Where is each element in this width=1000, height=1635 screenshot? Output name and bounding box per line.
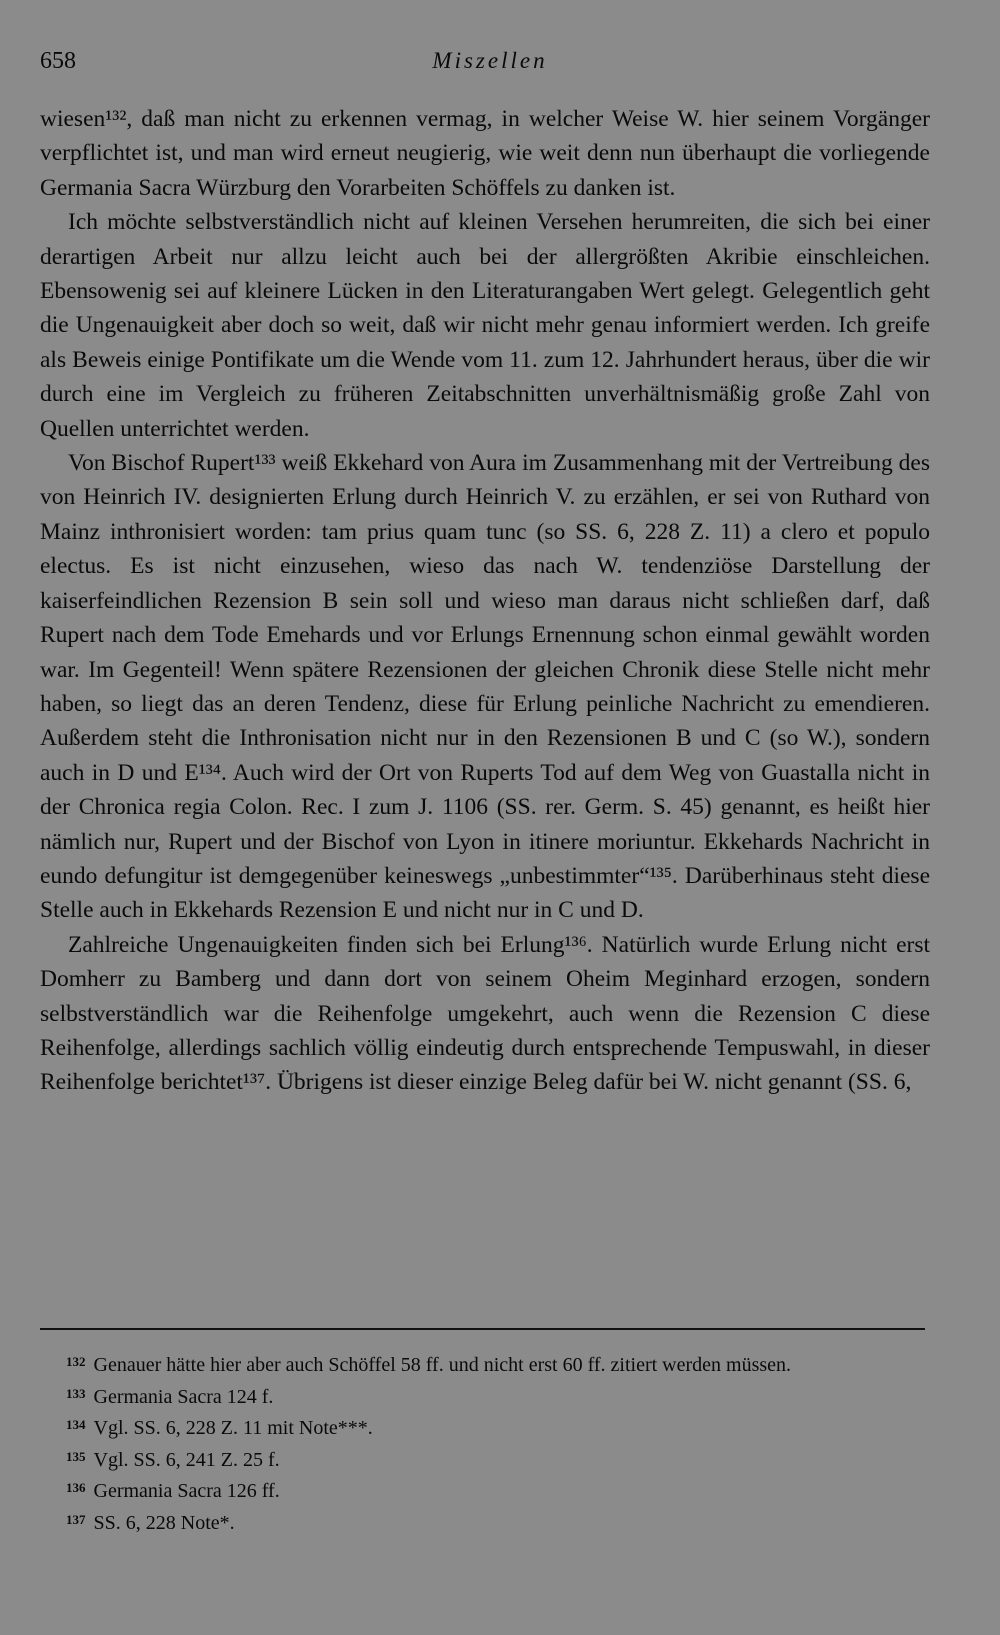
footnote-number: 135 [66, 1448, 86, 1464]
footnote-number: 132 [66, 1354, 86, 1369]
footnote-text: Germania Sacra 126 ff. [93, 1480, 280, 1503]
running-head: Miszellen [432, 48, 548, 73]
footnote [36, 1348, 926, 1380]
footnote-number: 133 [66, 1385, 86, 1401]
footnote-text: Germania Sacra 124 f. [93, 1385, 274, 1408]
footnote-text: Vgl. SS. 6, 241 Z. 25 f. [93, 1448, 280, 1471]
footnote-text: Genauer hätte hier aber auch Schöffel 58 ff. und nicht erst 60 ff. zitiert werden müssen. [93, 1354, 792, 1376]
page-header [40, 48, 940, 82]
footnote-number: 137 [66, 1511, 86, 1527]
footnote [36, 1474, 926, 1506]
footnote [36, 1443, 926, 1475]
footnote-number: 136 [66, 1480, 86, 1496]
footnotes [36, 1348, 926, 1538]
footnote [36, 1506, 926, 1538]
paragraph: wiesen¹³², daß man nicht zu erkennen vermag, in welcher Weise W. hier seinem Vorgänger verpflichtet ist, und man wird erneut neugierig, wie weit denn nun überhaupt die vorliegende Germania Sacra Würzburg den Vorarbeiten Schöffels zu danken ist. [40, 106, 930, 201]
footnote [36, 1380, 926, 1412]
footnote-number: 134 [66, 1417, 86, 1433]
paragraph: Von Bischof Rupert¹³³ weiß Ekkehard von Aura im Zusammenhang mit der Vertreibung des von Heinrich IV. designierten Erlung durch Heinrich V. zu erzählen, er sei von Ruthard von Mainz inthronisiert worden: tam prius quam tunc (so SS. 6, 228 Z. 11) a clero et populo electus. Es ist nicht einzusehen, wieso das nach W. tendenziöse Darstellung der kaiserfeindlichen Rezension B sein soll und wieso man daraus nicht schließen darf, daß Rupert nach dem Tode Emehards und vor Erlungs Ernennung schon einmal gewählt worden war. Im Gegenteil! Wenn spätere Rezensionen der gleichen Chronik diese Stelle nicht mehr haben, so liegt das an deren Tendenz, diese für Erlung peinliche Nachricht zu emendieren. Außerdem steht die Inthronisation nicht nur in den Rezensionen B und C (so W.), sondern auch in D und E¹³⁴. Auch wird der Ort von Ruperts Tod auf dem Weg von Guastalla nicht in der Chronica regia Colon. Rec. I zum J. 1106 (SS. rer. Germ. S. 45) genannt, es heißt hier nämlich nur, Rupert und der Bischof von Lyon in itinere moriuntur. Ekkehards Nachricht in eundo defungitur ist demgegenüber keineswegs „unbestimmter“¹³⁵. Darüberhinaus steht diese Stelle auch in Ekkehards Rezension E und nicht nur in C und D. [40, 450, 930, 924]
footnote [36, 1411, 926, 1443]
footnote-text: SS. 6, 228 Note*. [93, 1511, 235, 1534]
footnote-divider [40, 1328, 925, 1330]
page-number: 658 [40, 48, 76, 74]
footnote-text: Vgl. SS. 6, 228 Z. 11 mit Note***. [93, 1417, 373, 1440]
paragraph: Ich möchte selbstverständlich nicht auf kleinen Versehen herumreiten, die sich bei einer derartigen Arbeit nur allzu leicht auch bei der allergrößten Akribie einschleichen. Ebensowenig sei auf kleinere Lücken in den Literaturangaben Wert gelegt. Gelegentlich geht die Ungenauigkeit aber doch so weit, daß wir nicht mehr genau informiert werden. Ich greife als Beweis einige Pontifikate um die Wende vom 11. zum 12. Jahrhundert heraus, über die wir durch eine im Vergleich zu früheren Zeitabschnitten unverhältnismäßig große Zahl von Quellen unterrichtet werden. [40, 209, 930, 442]
paragraph: Zahlreiche Ungenauigkeiten finden sich bei Erlung¹³⁶. Natürlich wurde Erlung nicht erst Domherr zu Bamberg und dann dort von seinem Oheim Meginhard erzogen, sondern selbstverständlich war die Reihenfolge umgekehrt, auch wenn die Rezension C diese Reihenfolge, allerdings sachlich völlig eindeutig durch entsprechende Tempuswahl, in dieser Reihenfolge berichtet¹³⁷. Übrigens ist dieser einzige Beleg dafür bei W. nicht genannt (SS. 6, [40, 931, 930, 1096]
body-text [40, 102, 930, 1100]
